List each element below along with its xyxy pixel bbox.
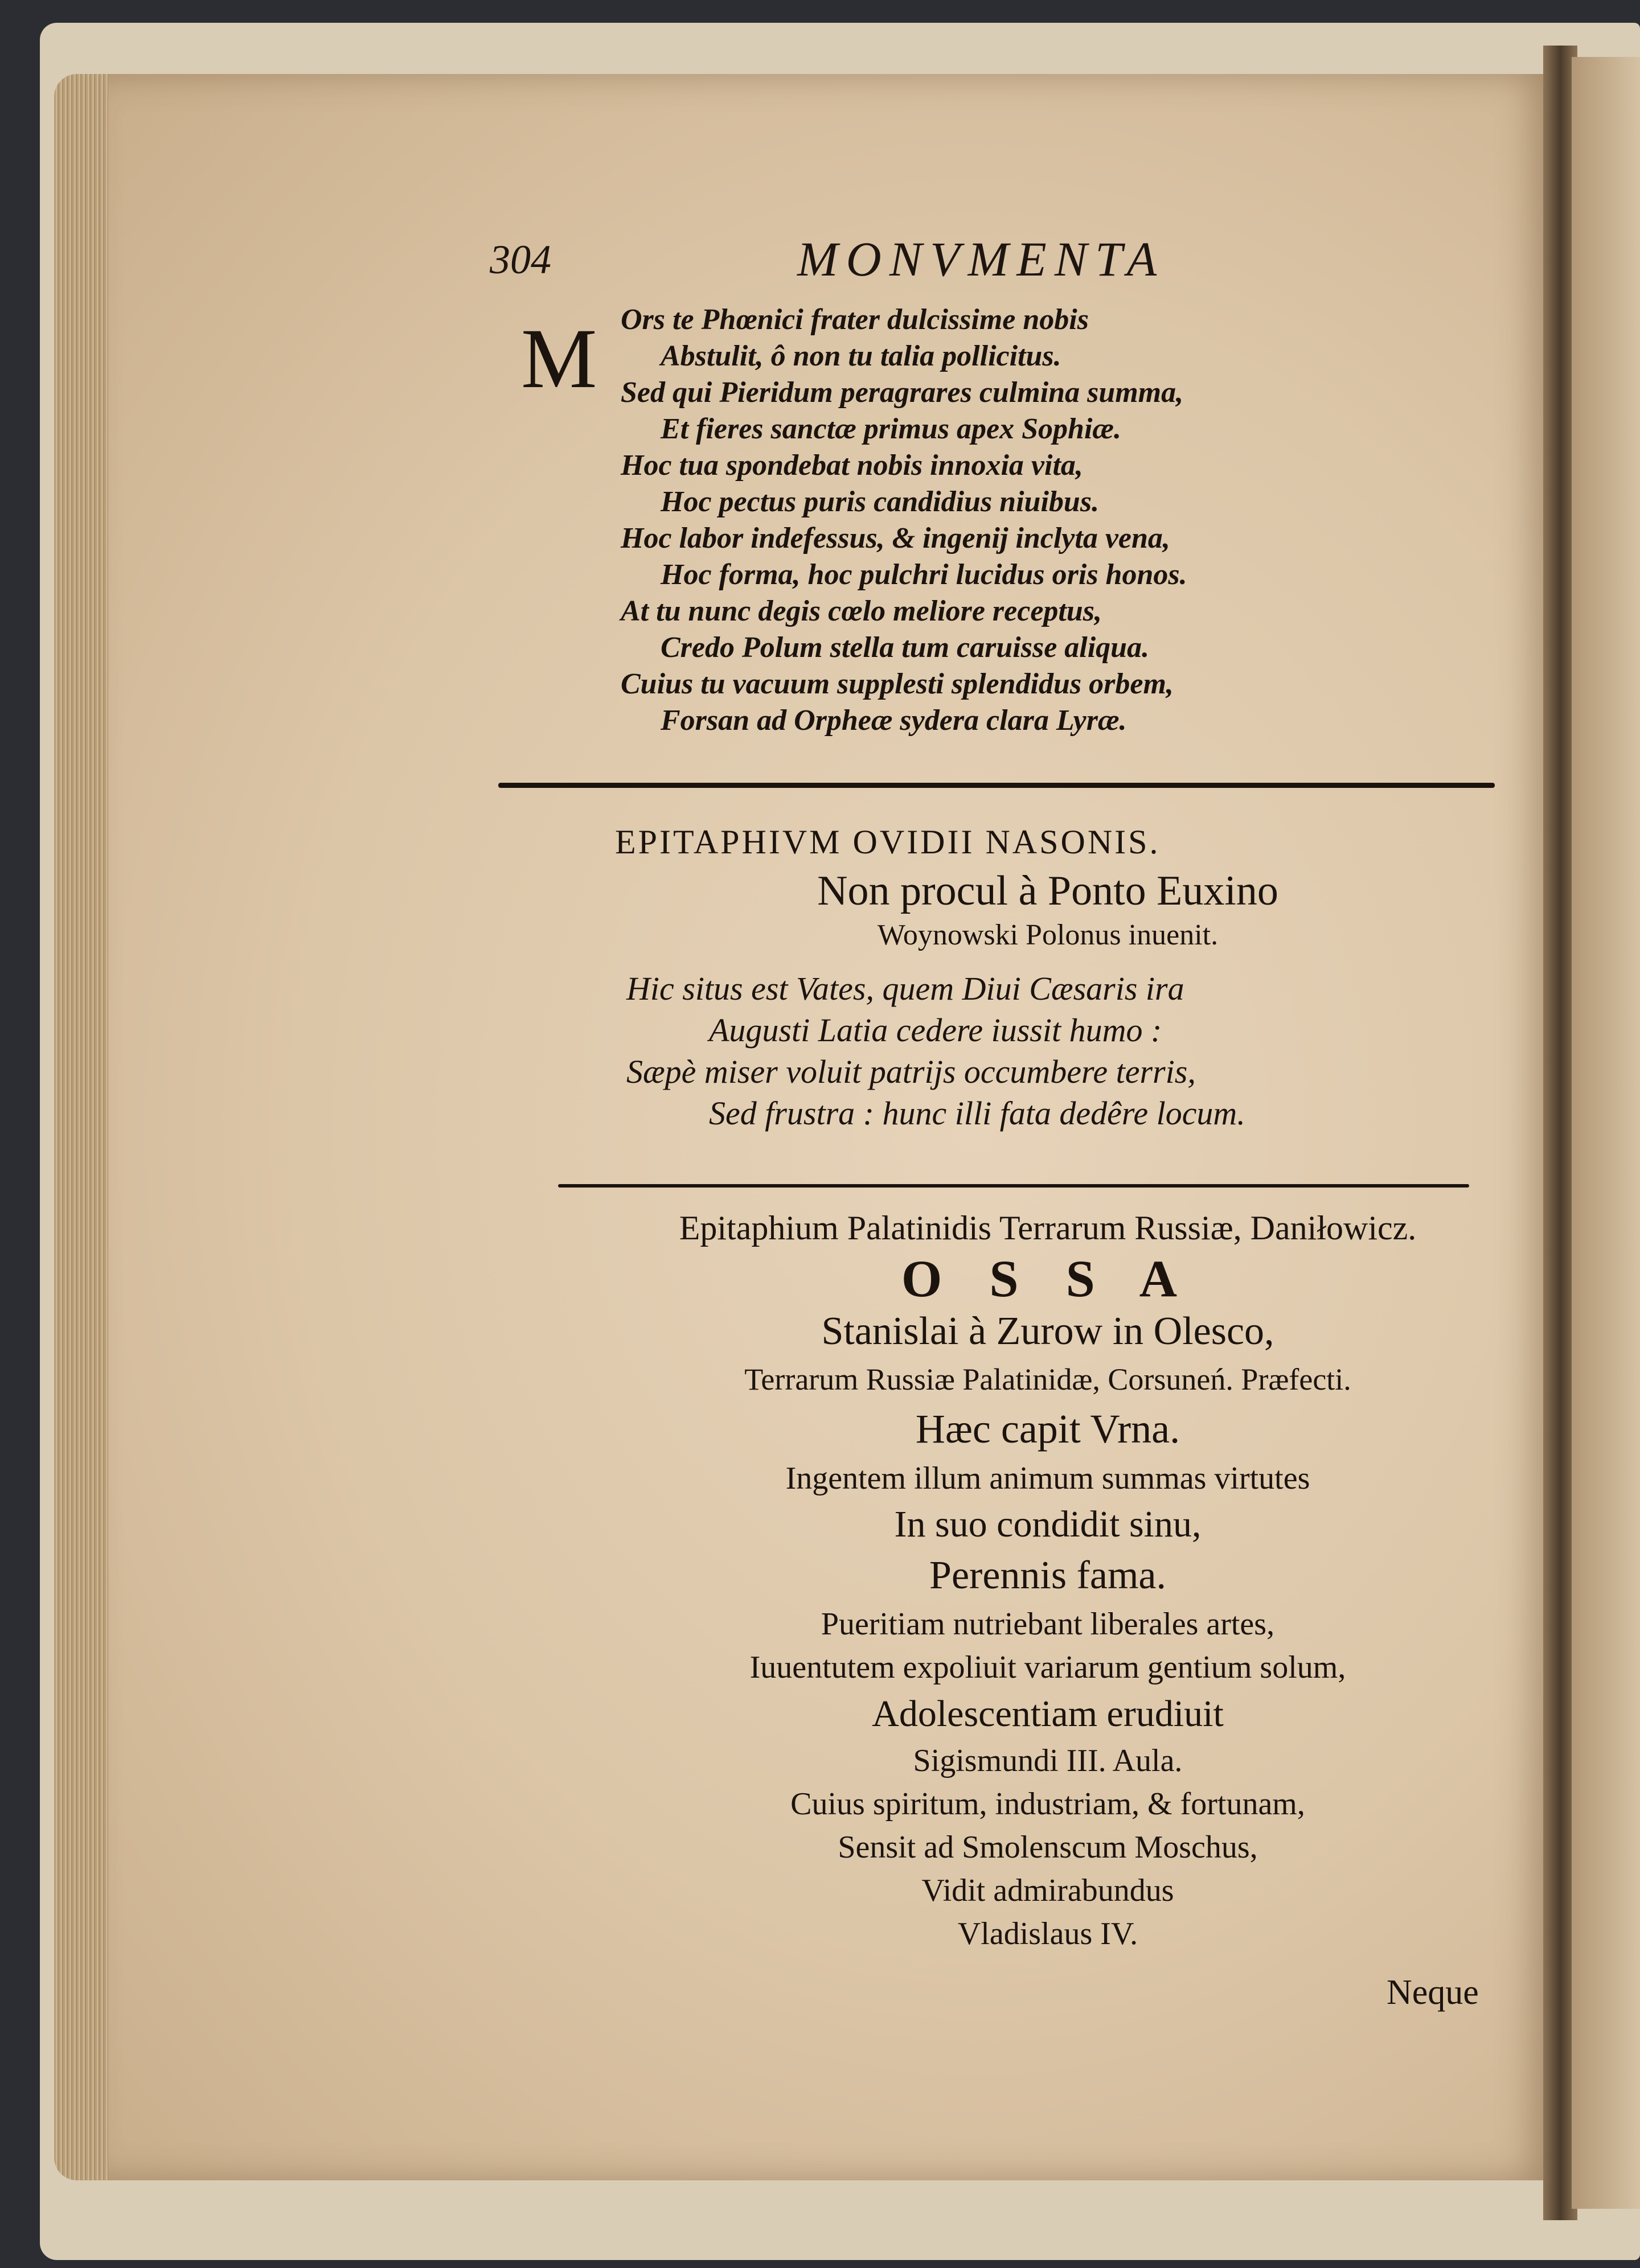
inscription-line: Vidit admirabundus bbox=[921, 1873, 1174, 1908]
verse-line: Hoc tua spondebat nobis innoxia vita, bbox=[621, 449, 1083, 482]
verse-line: Hic situs est Vates, quem Diui Cæsaris ira bbox=[626, 970, 1184, 1007]
epitaph-ovid-heading bbox=[535, 865, 1560, 954]
epitaph-ovid-verses bbox=[626, 968, 1481, 1134]
verse-line: Hoc forma, hoc pulchri lucidus oris honos. bbox=[661, 558, 1187, 591]
facing-page-edge bbox=[1572, 57, 1640, 2209]
inscription-line: Hæc capit Vrna. bbox=[915, 1406, 1180, 1452]
inscription-line: Vladislaus IV. bbox=[957, 1916, 1138, 1951]
section-divider bbox=[558, 1184, 1469, 1188]
verse-line: Cuius tu vacuum supplesti splendidus orbem, bbox=[621, 668, 1174, 700]
verse-line: Hoc pectus puris candidius niuibus. bbox=[661, 486, 1100, 518]
inscription-line: O S S A bbox=[901, 1250, 1195, 1308]
verse-line: Forsan ad Orpheæ sydera clara Lyræ. bbox=[661, 704, 1127, 737]
verse-line: At tu nunc degis cœlo meliore receptus, bbox=[621, 595, 1102, 627]
inscription-line: Cuius spiritum, industriam, & fortunam, bbox=[790, 1786, 1305, 1822]
inscription-line: Terrarum Russiæ Palatinidæ, Corsuneń. Præfecti. bbox=[744, 1362, 1351, 1396]
inscription-line: Stanislai à Zurow in Olesco, bbox=[821, 1309, 1274, 1353]
epitaph-palatine bbox=[535, 1204, 1560, 1955]
inscription-line: Sensit ad Smolenscum Moschus, bbox=[838, 1830, 1258, 1865]
epitaph-palatine-title: Epitaphium Palatinidis Terrarum Russiæ, Daniłowicz. bbox=[679, 1209, 1417, 1247]
elegy-poem bbox=[521, 302, 1418, 739]
epitaph-ovid-title: EPITAPHIVM OVIDII NASONIS. bbox=[615, 823, 1161, 861]
epitaph-ovid-subtitle: Non procul à Ponto Euxino bbox=[817, 868, 1278, 914]
verse-line: Et fieres sanctæ primus apex Sophiæ. bbox=[661, 413, 1121, 445]
inscription-line: Perennis fama. bbox=[929, 1554, 1166, 1597]
page-number: 304 bbox=[490, 237, 551, 282]
inscription-line: Adolescentiam erudiuit bbox=[872, 1693, 1224, 1735]
verse-line: Ors te Phœnici frater dulcissime nobis bbox=[621, 303, 1089, 336]
inscription-line: Sigismundi III. Aula. bbox=[913, 1743, 1183, 1778]
verse-line: Credo Polum stella tum caruisse aliqua. bbox=[661, 631, 1150, 664]
inscription-line: Pueritiam nutriebant liberales artes, bbox=[821, 1606, 1275, 1642]
verse-line: Sed qui Pieridum peragrares culmina summa, bbox=[621, 376, 1184, 409]
drop-cap: M bbox=[521, 311, 597, 406]
running-head bbox=[490, 232, 1572, 299]
inscription-line: In suo condidit sinu, bbox=[894, 1503, 1202, 1545]
verse-line: Sæpè miser voluit patrijs occumbere terris, bbox=[626, 1053, 1196, 1090]
verse-line: Augusti Latia cedere iussit humo : bbox=[709, 1012, 1162, 1049]
inscription-line: Ingentem illum animum summas virtutes bbox=[785, 1461, 1310, 1496]
epitaph-ovid-finder: Woynowski Polonus inuenit. bbox=[877, 919, 1219, 951]
verse-line: Abstulit, ô non tu talia pollicitus. bbox=[661, 340, 1061, 372]
verse-line: Sed frustra : hunc illi fata dedêre locum. bbox=[709, 1095, 1245, 1132]
catchword: Neque bbox=[1387, 1973, 1479, 2012]
running-title: MONVMENTA bbox=[797, 232, 1165, 286]
verse-line: Hoc labor indefessus, & ingenij inclyta vena, bbox=[621, 522, 1170, 554]
inscription-line: Iuuentutem expoliuit variarum gentium solum, bbox=[749, 1650, 1346, 1685]
section-divider bbox=[498, 783, 1495, 788]
